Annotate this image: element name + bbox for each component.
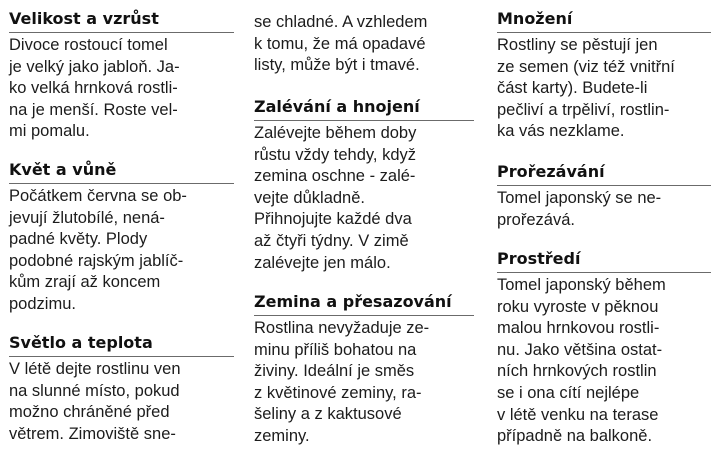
section-heading: Množení bbox=[497, 8, 711, 33]
section-body bbox=[254, 10, 474, 77]
text-line: mi pomalu. bbox=[9, 122, 90, 141]
text-line: se chladné. A vzhledem bbox=[254, 13, 428, 31]
text-line: malou hrnkovou rostli- bbox=[497, 319, 660, 338]
text-line: k tomu, že má opadavé bbox=[254, 34, 426, 53]
text-line: Tomel japonský během bbox=[497, 276, 666, 294]
text-line: V létě dejte rostlinu ven bbox=[9, 360, 181, 378]
section-body bbox=[497, 186, 711, 231]
text-line: až čtyři týdny. V zimě bbox=[254, 231, 409, 250]
text-line: nu. Jako většina ostat- bbox=[497, 340, 663, 359]
section-heading: Zemina a přesazování bbox=[254, 291, 474, 316]
text-line: podobné rajským jablíč- bbox=[9, 251, 184, 270]
text-line: prořezává. bbox=[497, 210, 575, 229]
section-heading: Zalévání a hnojení bbox=[254, 96, 474, 121]
text-line: z květinové zeminy, ra- bbox=[254, 383, 422, 402]
text-line: růstu vždy tehdy, když bbox=[254, 145, 417, 164]
text-line: podzimu. bbox=[9, 294, 76, 313]
text-line: pečliví a trpěliví, rostlin- bbox=[497, 100, 670, 119]
text-line: na slunné místo, pokud bbox=[9, 381, 180, 400]
section-soil-and-repotting bbox=[254, 291, 474, 448]
text-line: kům zrají až koncem bbox=[9, 273, 161, 292]
text-line: zalévejte jen málo. bbox=[254, 253, 391, 272]
text-line: jevují žlutobílé, nená- bbox=[9, 208, 165, 227]
text-line: Zalévejte během doby bbox=[254, 124, 417, 142]
text-line: je velký jako jabloň. Ja- bbox=[9, 57, 180, 76]
text-line: na je menší. Roste vel- bbox=[9, 100, 178, 119]
section-heading: Prostředí bbox=[497, 248, 711, 273]
column-right bbox=[497, 0, 711, 455]
section-body bbox=[9, 184, 234, 316]
section-body bbox=[497, 33, 711, 143]
text-line: šeliny a z kaktusové bbox=[254, 405, 402, 424]
section-body bbox=[254, 121, 474, 274]
section-body bbox=[254, 316, 474, 448]
section-body bbox=[9, 357, 234, 445]
text-line: Přihnojujte každé dva bbox=[254, 210, 412, 229]
text-line: ko velká hrnková rostli- bbox=[9, 79, 178, 98]
section-propagation bbox=[497, 8, 711, 143]
section-size-and-growth bbox=[9, 8, 234, 143]
text-line: ních hrnkových rostlin bbox=[497, 362, 657, 381]
section-body bbox=[9, 33, 234, 143]
column-left bbox=[9, 0, 234, 455]
text-line: vejte důkladně. bbox=[254, 188, 365, 207]
text-line: listy, může být i tmavé. bbox=[254, 56, 420, 75]
text-line: Divoce rostoucí tomel bbox=[9, 36, 168, 54]
text-line: část karty). Budete-li bbox=[497, 79, 648, 98]
section-heading: Květ a vůně bbox=[9, 159, 234, 184]
text-line: Rostliny se pěstují jen bbox=[497, 36, 658, 54]
text-line: padné květy. Plody bbox=[9, 230, 148, 249]
text-line: Tomel japonský se ne- bbox=[497, 189, 662, 207]
text-line: případně na balkoně. bbox=[497, 427, 653, 446]
section-pruning bbox=[497, 161, 711, 231]
section-body bbox=[497, 273, 711, 448]
text-line: Počátkem června se ob- bbox=[9, 187, 187, 205]
section-watering-and-fertilizing bbox=[254, 96, 474, 274]
text-line: roku vyroste v pěknou bbox=[497, 297, 659, 316]
text-line: v létě venku na terase bbox=[497, 405, 659, 424]
section-flower-and-scent bbox=[9, 159, 234, 316]
text-line: Rostlina nevyžaduje ze- bbox=[254, 319, 430, 337]
section-heading: Prořezávání bbox=[497, 161, 711, 186]
section-heading: Velikost a vzrůst bbox=[9, 8, 234, 33]
section-environment bbox=[497, 248, 711, 448]
column-middle bbox=[254, 0, 474, 455]
text-line: zemina oschne - zalé- bbox=[254, 167, 416, 186]
text-line: zeminy. bbox=[254, 426, 310, 445]
text-line: možno chráněné před bbox=[9, 403, 170, 422]
section-heading: Světlo a teplota bbox=[9, 332, 234, 357]
text-line: se i ona cítí nejlépe bbox=[497, 383, 640, 402]
text-line: živiny. Ideální je směs bbox=[254, 362, 415, 381]
section-continuation bbox=[254, 10, 474, 77]
section-light-and-temperature bbox=[9, 332, 234, 445]
text-line: větrem. Zimoviště sne- bbox=[9, 424, 176, 443]
text-line: ka vás nezklame. bbox=[497, 122, 625, 141]
text-line: minu příliš bohatou na bbox=[254, 340, 417, 359]
text-line: ze semen (viz též vnitřní bbox=[497, 57, 675, 76]
